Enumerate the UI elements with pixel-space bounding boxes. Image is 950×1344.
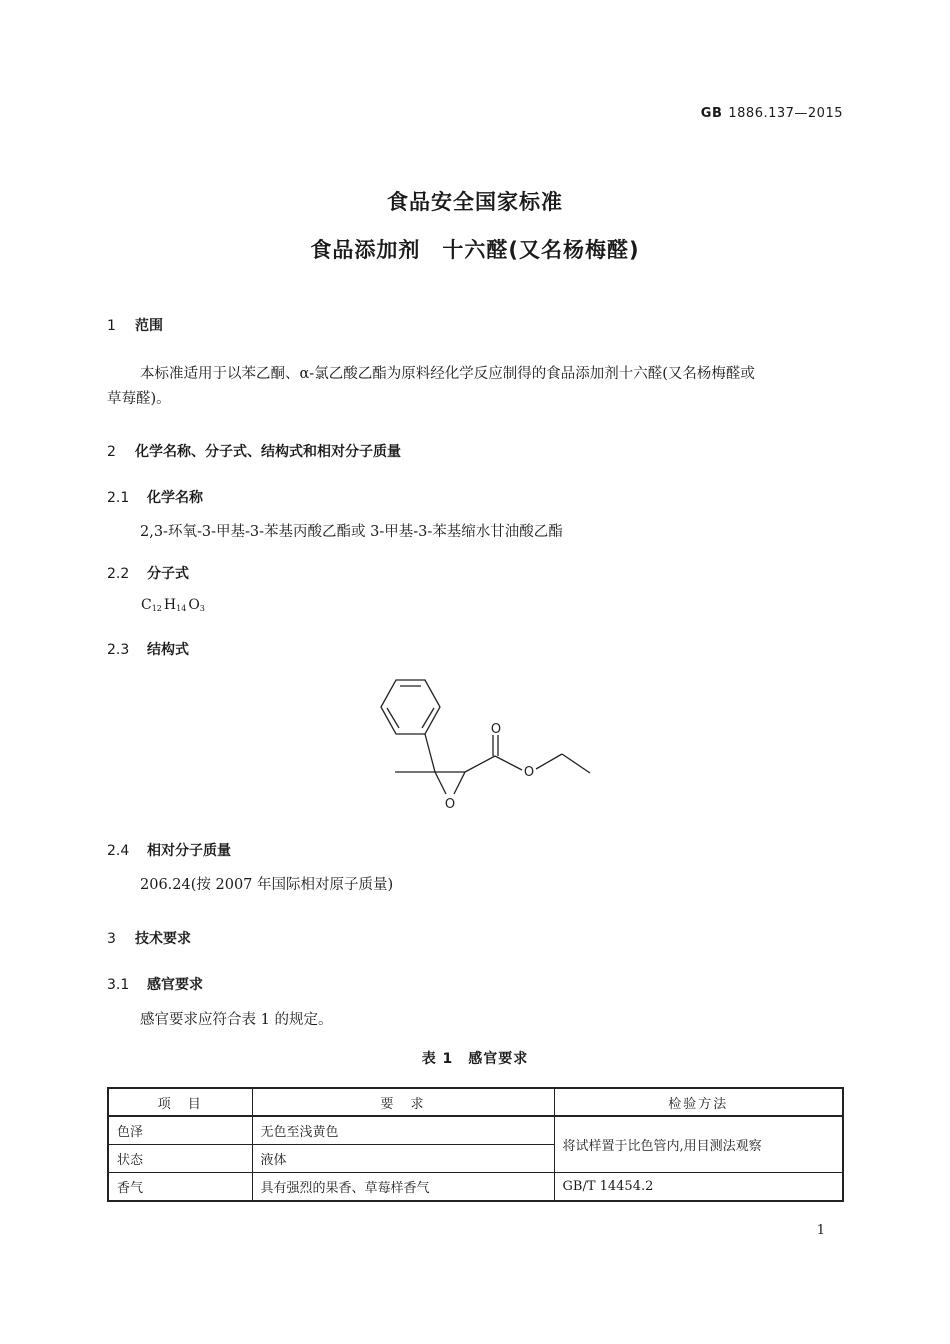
section-number: 3 (107, 931, 116, 947)
structure-bonds (381, 680, 590, 794)
section-3-heading (107, 928, 191, 948)
row-item: 状态 (108, 1145, 252, 1173)
section-2-1-heading (107, 487, 203, 507)
section-title: 技术要求 (135, 931, 191, 947)
molecular-formula (141, 597, 207, 613)
section-number: 2 (107, 444, 116, 460)
sensory-requirements-table (107, 1087, 844, 1202)
document-title-line1: 食品安全国家标准 (387, 190, 563, 214)
row-method: GB/T 14454.2 (554, 1173, 843, 1202)
ester-oxygen: O (523, 765, 535, 780)
section-2-2-heading (107, 563, 189, 583)
benzene-ring (381, 680, 440, 734)
section-2-heading (107, 441, 401, 461)
ethyl-bond (562, 754, 590, 773)
scope-text-line2: 草莓醛)。 (107, 391, 171, 407)
standard-code (701, 106, 843, 121)
molecular-weight-text: 206.24(按 2007 年国际相对原子质量) (140, 877, 394, 893)
table-caption: 表 1 感官要求 (421, 1051, 529, 1067)
carbonyl-oxygen: O (490, 722, 502, 737)
section-number: 2.1 (107, 490, 130, 506)
section-2-3-heading (107, 639, 189, 659)
header-requirement: 要 求 (252, 1088, 554, 1116)
formula-oxygen-count: 3 (199, 604, 205, 613)
page-number: 1 (816, 1223, 825, 1238)
row-item: 香气 (108, 1173, 252, 1202)
chemical-name-text: 2,3-环氧-3-甲基-3-苯基丙酸乙酯或 3-甲基-3-苯基缩水甘油酸乙酯 (140, 524, 563, 540)
row-requirement: 无色至浅黄色 (252, 1116, 554, 1145)
formula-oxygen: O (188, 597, 200, 613)
section-title: 分子式 (147, 566, 189, 582)
table-row (108, 1173, 843, 1202)
section-number: 1 (107, 318, 116, 334)
formula-hydrogen: H (163, 597, 177, 613)
section-number: 2.3 (107, 642, 130, 658)
section-title: 感官要求 (147, 977, 203, 993)
epoxide-co-bond (435, 772, 446, 794)
ethyl-bond (536, 754, 562, 769)
epoxide-oxygen: O (444, 797, 456, 812)
table-header-row (108, 1088, 843, 1116)
header-item: 项 目 (108, 1088, 252, 1116)
section-title: 结构式 (147, 642, 189, 658)
epoxide-co-bond (454, 772, 465, 794)
section-1-heading (107, 315, 163, 335)
sensory-requirement-text: 感官要求应符合表 1 的规定。 (140, 1012, 333, 1028)
section-3-1-heading (107, 974, 203, 994)
section-title: 范围 (135, 318, 163, 334)
benzene-double-bond (387, 708, 399, 728)
standard-prefix: GB (700, 106, 723, 121)
formula-carbon-count: 12 (151, 604, 162, 613)
section-title: 相对分子质量 (147, 843, 231, 859)
section-2-4-heading (107, 840, 231, 860)
row-method-merged: 将试样置于比色管内,用目测法观察 (554, 1116, 843, 1173)
formula-carbon: C (141, 597, 152, 613)
benzene-double-bond (422, 708, 434, 728)
row-item: 色泽 (108, 1116, 252, 1145)
section-number: 2.4 (107, 843, 130, 859)
row-requirement: 液体 (252, 1145, 554, 1173)
section-number: 2.2 (107, 566, 130, 582)
table-row (108, 1116, 843, 1145)
section-title: 化学名称 (147, 490, 203, 506)
ester-c-bond (465, 756, 495, 772)
standard-number: 1886.137—2015 (728, 106, 843, 121)
section-number: 3.1 (107, 977, 130, 993)
document-title-line2: 食品添加剂 十六醛(又名杨梅醛) (310, 238, 640, 262)
scope-text-line1: 本标准适用于以苯乙酮、α-氯乙酸乙酯为原料经化学反应制得的食品添加剂十六醛(又名杨梅醛或 (140, 366, 755, 382)
row-requirement: 具有强烈的果香、草莓样香气 (252, 1173, 554, 1202)
structural-formula (350, 672, 610, 822)
formula-hydrogen-count: 14 (176, 604, 187, 613)
header-method: 检验方法 (554, 1088, 843, 1116)
phenyl-bond (425, 734, 435, 772)
section-title: 化学名称、分子式、结构式和相对分子质量 (135, 444, 401, 460)
ester-o-bond (495, 756, 522, 770)
